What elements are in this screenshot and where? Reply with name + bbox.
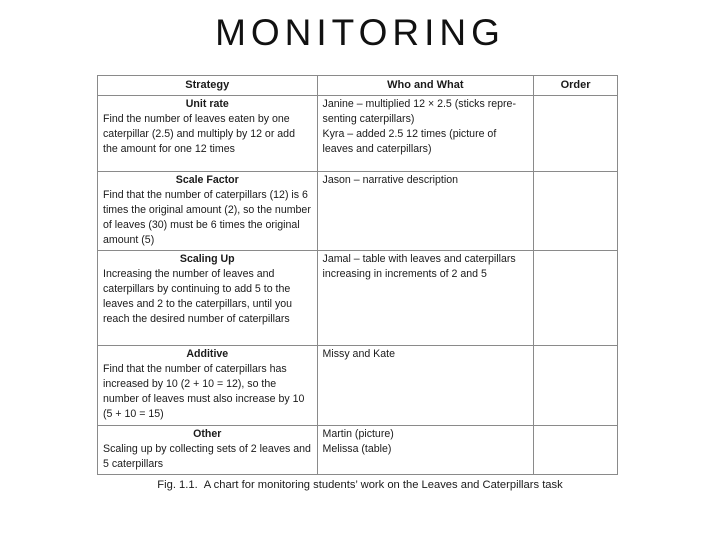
who-and-what-cell: [317, 346, 534, 426]
who-and-what-cell: [317, 251, 534, 346]
table-row: [98, 426, 618, 475]
order-cell: [534, 251, 618, 346]
strategy-cell: [98, 251, 318, 346]
table-row: [98, 346, 618, 426]
strategy-cell: [98, 426, 318, 475]
who-entry: Jason – narrative description: [322, 174, 458, 186]
who-and-what-cell: [317, 426, 534, 475]
strategy-name: Scaling Up: [179, 253, 235, 265]
order-cell: [534, 172, 618, 251]
table-header-row: [98, 76, 618, 96]
strategy-name: Other: [193, 428, 222, 440]
table-row: [98, 172, 618, 251]
who-and-what-cell: [317, 96, 534, 172]
table-row: [98, 96, 618, 172]
header-order: Order: [534, 76, 618, 96]
who-entry: Missy and Kate: [322, 348, 395, 360]
strategy-cell: [98, 172, 318, 251]
figure-label: Fig. 1.1.: [157, 479, 198, 491]
strategy-description: Scaling up by collecting sets of 2 leaves and 5 caterpillars: [103, 443, 311, 470]
who-entry: Jamal – table with leaves and caterpillars increasing in increments of 2 and 5: [322, 253, 516, 280]
strategy-cell: [98, 96, 318, 172]
who-entry: Janine – multiplied 12 × 2.5 (sticks repre-senting caterpillars): [322, 98, 516, 125]
order-cell: [534, 426, 618, 475]
figure-caption: [0, 479, 720, 491]
who-entry: Kyra – added 2.5 12 times (picture of leaves and caterpillars): [322, 128, 497, 155]
strategy-description: Increasing the number of leaves and caterpillars by continuing to add 5 to the leaves and 2 to the caterpillars, until you reach the desired number of caterpillars: [103, 268, 293, 325]
header-who-and-what: Who and What: [317, 76, 534, 96]
who-and-what-cell: [317, 172, 534, 251]
table-row: [98, 251, 618, 346]
strategy-description: Find the number of leaves eaten by one caterpillar (2.5) and multiply by 12 or add the amount for one 12 times: [103, 113, 295, 155]
strategy-name: Additive: [186, 348, 229, 360]
who-entry: Melissa (table): [322, 443, 392, 455]
order-cell: [534, 96, 618, 172]
order-cell: [534, 346, 618, 426]
slide-title: MONITORING: [215, 12, 505, 53]
strategy-cell: [98, 346, 318, 426]
strategy-description: Find that the number of caterpillars has increased by 10 (2 + 10 = 12), so the number of leaves must also increase by 10 (5 + 10 = 15): [103, 363, 305, 420]
strategy-description: Find that the number of caterpillars (12) is 6 times the original amount (2), so the number of leaves (30) must be 6 times the original amount (5): [103, 189, 311, 246]
monitoring-chart-table: [97, 75, 618, 475]
header-strategy: Strategy: [98, 76, 318, 96]
strategy-name: Unit rate: [185, 98, 229, 110]
strategy-name: Scale Factor: [175, 174, 239, 186]
who-entry: Martin (picture): [322, 428, 394, 440]
figure-caption-text: A chart for monitoring students’ work on the Leaves and Caterpillars task: [203, 479, 563, 491]
